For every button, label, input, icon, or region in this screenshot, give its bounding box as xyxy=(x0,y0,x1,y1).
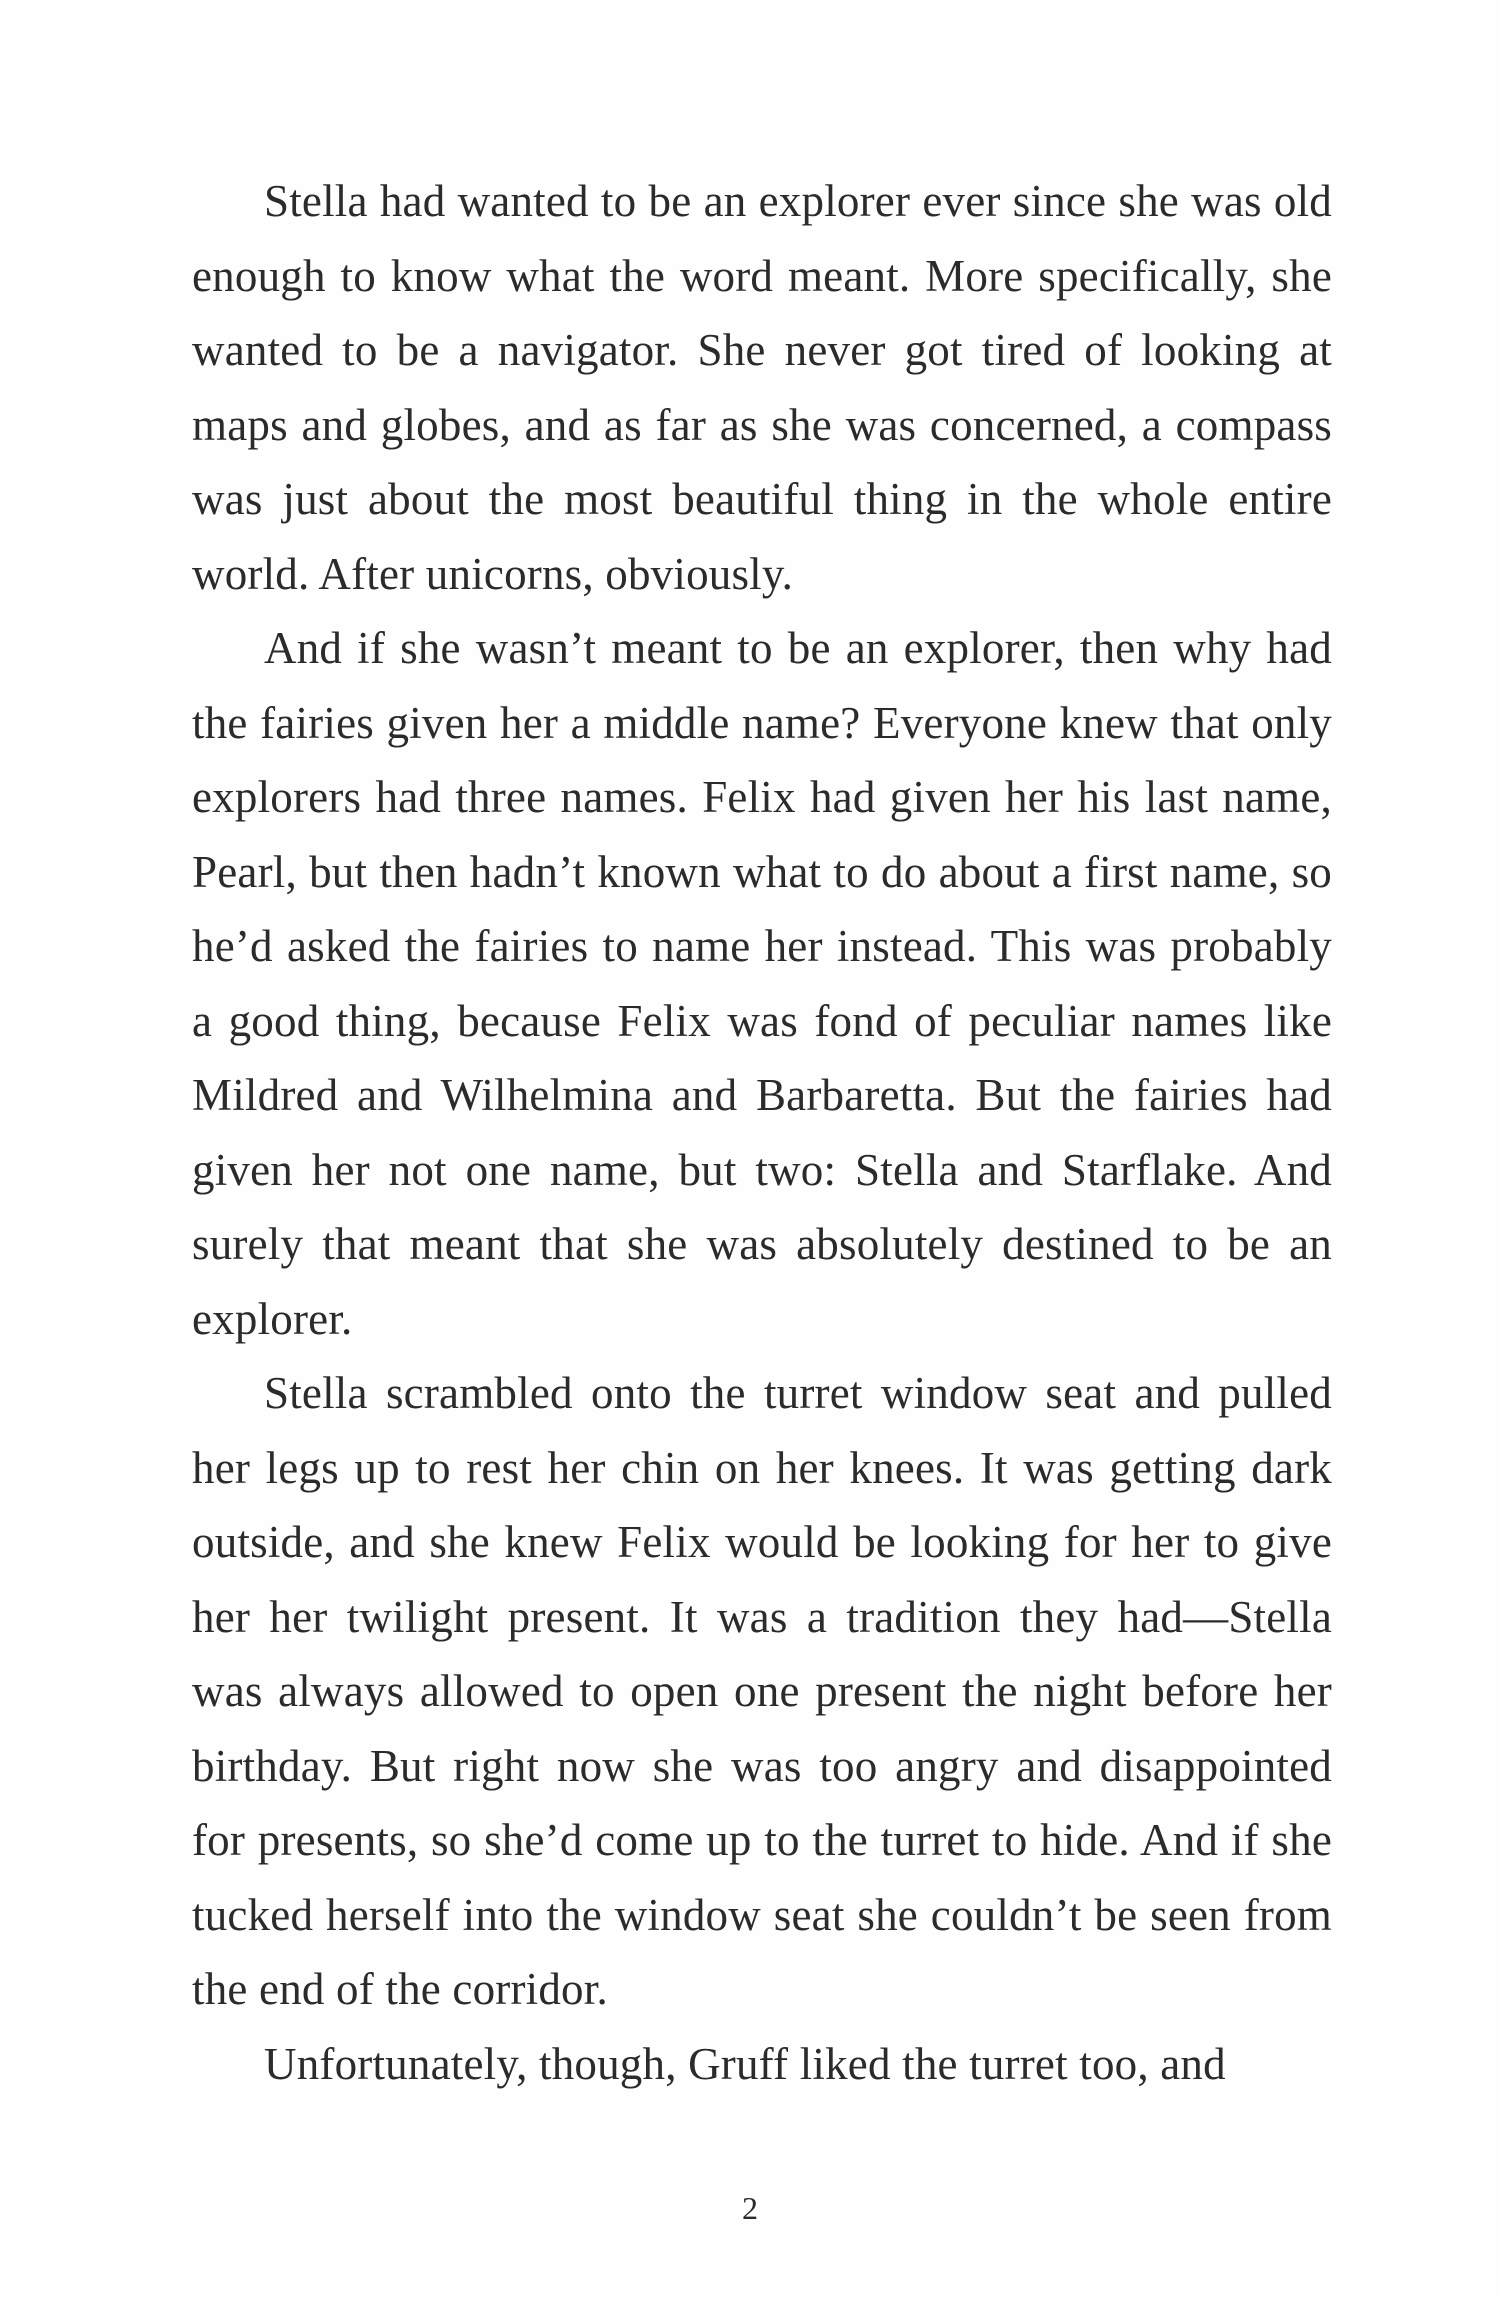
paragraph-3: Stella scrambled onto the turret window seat and pulled her legs up to rest her chin on her knees. It was getting dark outside, and she knew Felix would be looking for her to give her her twilight present. It was a tradition they had—Stella was always allowed to open one present the night before her birthday. But right now she was too angry and disappointed for presents, so she’d come up to the turret to hide. And if she tucked herself into the window seat she couldn’t be seen from the end of the corridor. xyxy=(192,1368,1332,2014)
paragraph-1: Stella had wanted to be an explorer ever since she was old enough to know what the word meant. More specifically, she wanted to be a navigator. She never got tired of looking at maps and globes, and as far as she was concerned, a compass was just about the most beautiful thing in the whole entire world. After unicorns, obviously. xyxy=(192,176,1332,599)
page-number: 2 xyxy=(742,2190,758,2226)
paragraph-2: And if she wasn’t meant to be an explorer, then why had the fairies given her a middle name? Everyone knew that only explorers had three names. Felix had given her his last name, Pearl, but then hadn’t known what to do about a first name, so he’d asked the fairies to name her instead. This was probably a good thing, because Felix was fond of peculiar names like Mildred and Wilhelmina and Barbaretta. But the fairies had given her not one name, but two: Stella and Starflake. And surely that meant that she was absolutely destined to be an explorer. xyxy=(192,623,1332,1344)
paragraph-4: Unfortunately, though, Gruff liked the turret too, and xyxy=(264,2038,1226,2089)
body-text xyxy=(192,164,1332,2101)
